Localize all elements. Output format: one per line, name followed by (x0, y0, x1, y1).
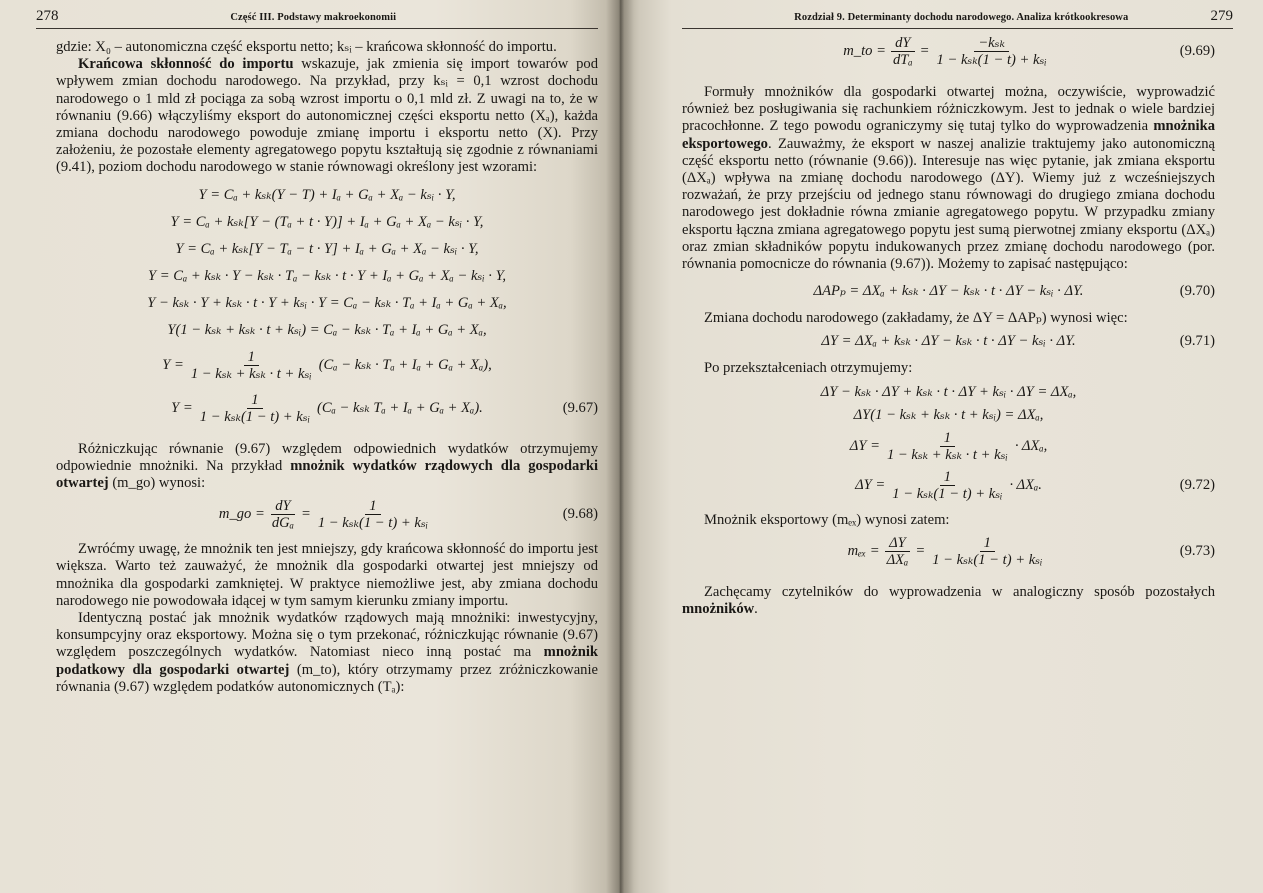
fraction: $\frac{dY}{\text{dTₐ}}$ (892, 35, 913, 68)
fraction: $\frac{1}{\text{1 − kₛₖ(1 − t) + kₛᵢ}}$ (317, 498, 429, 532)
key-term: mnożnik podatkowy dla gospodarki otwartej (56, 644, 598, 678)
equation-number: (9.69) (1179, 43, 1215, 59)
equation-number: (9.68) (562, 506, 598, 523)
key-term: mnożników (682, 601, 755, 618)
key-term: Krańcowa skłonność do importu (78, 56, 294, 73)
running-head: Część III. Podstawy makroekonomii (230, 12, 397, 23)
equation: Y − kₛₖ · Y + kₛₖ · t · Y + kₛᵢ · Y = Cₐ − kₛₖ · Tₐ + Iₐ + Gₐ + Xₐ, (147, 294, 507, 311)
equation-number: (9.72) (1179, 476, 1215, 493)
right-page (620, 0, 1263, 893)
running-head: Rozdział 9. Determinanty dochodu narodowego. Analiza krótkookresowa (794, 12, 1129, 23)
fraction: $\frac{dY}{\text{dGₐ}}$ (271, 498, 294, 532)
key-term: mnożnik wydatków rządowych dla gospodarki otwartej (56, 457, 598, 492)
equation: ΔY = ΔXₐ + kₛₖ · ΔY − kₛₖ · t · ΔY − kₛᵢ · ΔY. (9.71) (821, 333, 1215, 350)
fraction: $\frac{1}{\text{1 − kₛₖ(1 − t) + kₛᵢ}}$ (892, 468, 1003, 502)
fraction: $\frac{\Delta Y}{\text{ΔXₐ}}$ (886, 534, 909, 568)
equation: Y = Cₐ + kₛₖ(Y − T) + Iₐ + Gₐ + Xₐ − kₛᵢ · Y, (198, 186, 456, 203)
page-number: 279 (1210, 8, 1233, 24)
paragraph: Zmiana dochodu narodowego (zakładamy, że ΔY = ΔAPₚ) wynosi więc: (704, 310, 1128, 327)
fraction: $\frac{1}{\text{1 − kₛₖ(1 − t) + kₛᵢ}}$ (199, 391, 311, 425)
paragraph: Po przekształceniach otrzymujemy: (704, 360, 913, 377)
left-page-header (36, 8, 598, 29)
equation: Y = Cₐ + kₛₖ[Y − (Tₐ + t · Y)] + Iₐ + Gₐ + Xₐ − kₛᵢ · Y, (170, 213, 484, 230)
equation: mₑₓ = $\frac{\Delta Y}{\text{ΔXₐ}}$ = $\frac{1}{\text{1 − kₛₖ(1 − t) + kₛᵢ}}$ (9.73) (847, 534, 1215, 568)
paragraph: gdzie: X₀ – autonomiczna część eksportu netto; kₛᵢ – krańcowa skłonność do importu. (56, 39, 557, 55)
equation: ΔY − kₛₖ · ΔY + kₛₖ · t · ΔY + kₛᵢ · ΔY = ΔXₐ, (820, 383, 1077, 400)
paragraph: Krańcowa skłonność do importu wskazuje, jak zmienia się import towarów pod wpływem zmian dochodu narodowego. Na przykład, przy kₛᵢ = 0,1 wzrost dochodu narodowego o 1 mld zł pociąga za sobą wzrost importu o 0,1 mld zł. Z uwagi na to, że w równaniu (9.66) włączyliśmy eksport do autonomicznej części eksportu netto (Xₐ), każda zmiana dochodu narodowego powoduje zmianę importu i eksportu netto (X). Przy założeniu, że pozostałe elementy agregatowego popytu kształtują się zgodnie z równaniami (9.41), poziom dochodu narodowego w stanie równowagi określony jest wzorami: (56, 56, 598, 176)
fraction: $\frac{1}{\text{1 − kₛₖ + kₛₖ · t + kₛᵢ}}$ (190, 348, 312, 382)
paragraph: Różniczkując równanie (9.67) względem odpowiednich wydatków otrzymujemy odpowiednie mnożniki. Na przykład mnożnik wydatków rządowych dla gospodarki otwartej (m_go) wynosi: (56, 440, 598, 492)
equation: ΔY(1 − kₛₖ + kₛₖ · t + kₛᵢ) = ΔXₐ, (853, 406, 1044, 423)
paragraph: Zachęcamy czytelników do wyprowadzenia w analogiczny sposób pozostałych mnożników. (682, 583, 1215, 618)
equation-number: (9.70) (1179, 283, 1215, 300)
equation-number: (9.71) (1179, 333, 1215, 350)
equation: Y = Cₐ + kₛₖ[Y − Tₐ − t · Y] + Iₐ + Gₐ + Xₐ − kₛᵢ · Y, (175, 240, 479, 257)
equation: ΔAPₚ = ΔXₐ + kₛₖ · ΔY − kₛₖ · t · ΔY − kₛᵢ · ΔY. (9.70) (813, 283, 1215, 300)
equation: m_go = $\frac{dY}{\text{dGₐ}}$ = $\frac{1}{\text{1 − kₛₖ(1 − t) + kₛᵢ}}$ (9.68) (218, 498, 598, 532)
right-page-header (682, 8, 1233, 29)
paragraph: Identyczną postać jak mnożnik wydatków rządowych mają mnożniki: inwestycyjny, konsumpcyjny oraz eksportowy. Można się o tym przekonać, różniczkując równanie (9.67) względem poszczególnych wydatków. Natomiast nieco inną postać ma mnożnik podatkowy dla gospodarki otwartej (m_to), który otrzymamy przez zróżniczkowanie równania (9.67) względem podatków autonomicznych (Tₐ): (56, 610, 598, 695)
left-page (0, 0, 620, 893)
paragraph: Formuły mnożników dla gospodarki otwartej można, oczywiście, wyprowadzić również bez posługiwania się rachunkiem różniczkowym. Jest to jednak o wiele bardziej pracochłonne. Z tego powodu ograniczymy się tutaj tylko do wyprowadzenia mnożnika eksportowego. Zauważmy, że eksport w naszej analizie traktujemy jako autonomiczną część eksportu netto (równanie (9.66)). Interesuje nas więc pytanie, jak zmiana eksportu (ΔXₐ) wpływa na zmianę dochodu narodowego (ΔY). Wiemy już z wcześniejszych rozważań, że przy przejściu od jednego stanu równowagi do drugiego zmiana dochodu narodowego jest dokładnie równa zmianie agregatowego popytu. W przypadku zmiany eksportu łączna zmiana agregatowego popytu jest sumą pierwotnej zmiany eksportu (ΔXₐ) oraz zmian składników popytu indukowanych przez zmianę dochodu narodowego (por. równania pomocnicze do równania (9.67)). Możemy to zapisać następująco: (682, 84, 1215, 273)
paragraph: Zwróćmy uwagę, że mnożnik ten jest mniejszy, gdy krańcowa skłonność do importu jest większa. Warto też zauważyć, że mnożnik dla gospodarki otwartej jest mniejszy od mnożnika dla gospodarki zamkniętej. W praktyce niemożliwe jest, aby zmiana dochodu narodowego nie powodowała idącej w tym samym kierunku zmiany importu. (56, 541, 598, 609)
equation: Y = $\frac{1}{\text{1 − kₛₖ(1 − t) + kₛᵢ}}$ (Cₐ − kₛₖ Tₐ + Iₐ + Gₐ + Xₐ). (9.67) (171, 391, 598, 425)
equation: ΔY = $\frac{1}{\text{1 − kₛₖ(1 − t) + kₛᵢ}}$ · ΔXₐ. (9.72) (855, 468, 1215, 502)
fraction: $\frac{1}{\text{1 − kₛₖ(1 − t) + kₛᵢ}}$ (932, 534, 1043, 568)
fraction: $\frac{\text{−kₛₖ}}{\text{1 − kₛₖ(1 − t) + kₛᵢ}}$ (936, 35, 1047, 68)
equation-number: (9.73) (1179, 542, 1215, 559)
equation: m_to = $\frac{dY}{\text{dTₐ}}$ = $\frac{\text{−kₛₖ}}{\text{1 − kₛₖ(1 − t) + kₛᵢ}}$ (9.69) (843, 35, 1215, 68)
paragraph: Mnożnik eksportowy (mₑₓ) wynosi zatem: (704, 511, 950, 528)
equation: Y(1 − kₛₖ + kₛₖ · t + kₛᵢ) = Cₐ − kₛₖ · Tₐ + Iₐ + Gₐ + Xₐ, (167, 321, 487, 338)
equation: Y = $\frac{1}{\text{1 − kₛₖ + kₛₖ · t + kₛᵢ}}$ (Cₐ − kₛₖ · Tₐ + Iₐ + Gₐ + Xₐ), (162, 348, 492, 382)
equation-number: (9.67) (562, 399, 598, 416)
key-term: mnożnika eksportowego (682, 118, 1215, 152)
fraction: $\frac{1}{\text{1 − kₛₖ + kₛₖ · t + kₛᵢ}}$ (886, 429, 1008, 463)
equation: Y = Cₐ + kₛₖ · Y − kₛₖ · Tₐ − kₛₖ · t · Y + Iₐ + Gₐ + Xₐ − kₛᵢ · Y, (147, 267, 507, 284)
equation: ΔY = $\frac{1}{\text{1 − kₛₖ + kₛₖ · t + kₛᵢ}}$ · ΔXₐ, (849, 429, 1048, 463)
page-number: 278 (36, 8, 59, 24)
